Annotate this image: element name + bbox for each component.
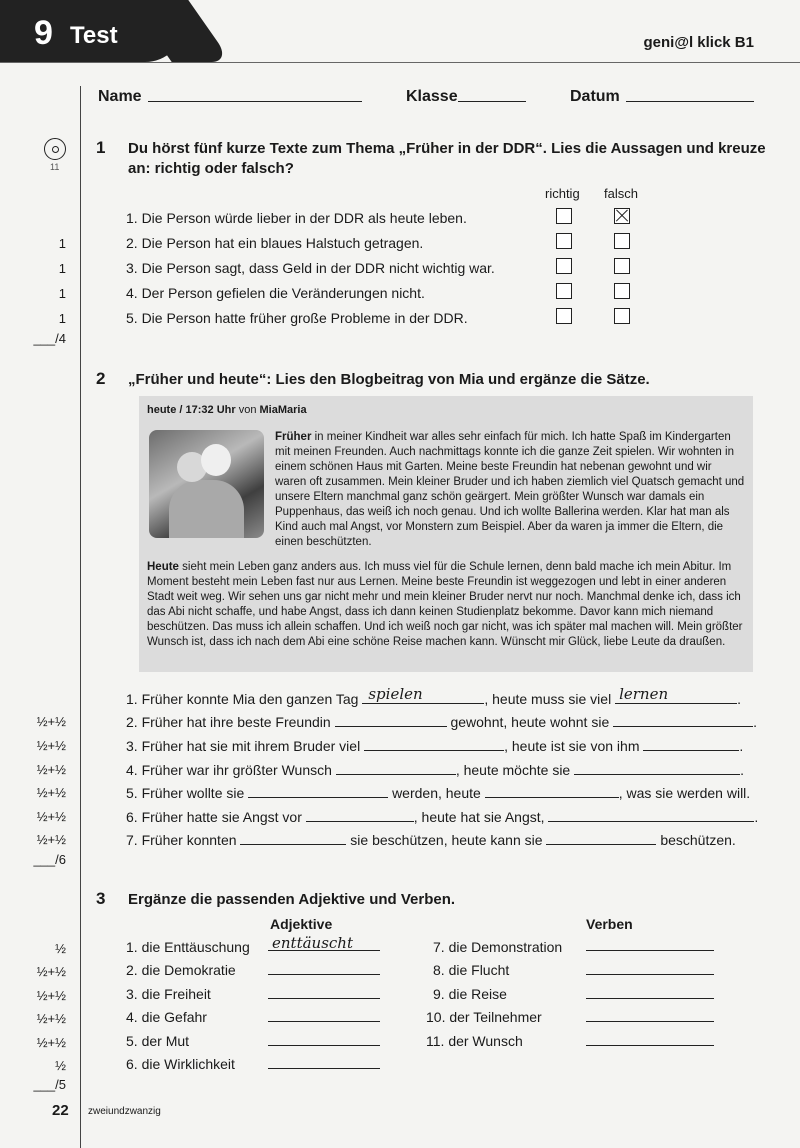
score: 1 bbox=[58, 236, 66, 251]
col-adjectives: Adjektive bbox=[270, 916, 333, 932]
score: ½+½ bbox=[36, 809, 66, 824]
sentence-part: . bbox=[740, 762, 744, 778]
task3-right-item: 7. die Demonstration bbox=[433, 939, 563, 955]
sentence-part: . bbox=[739, 738, 744, 754]
sentence-2 bbox=[126, 712, 757, 730]
answer-field[interactable] bbox=[613, 712, 753, 727]
answer-field[interactable] bbox=[548, 807, 754, 822]
sentence-7 bbox=[126, 830, 736, 848]
sentence-4 bbox=[126, 760, 744, 778]
chapter-number: 9 bbox=[34, 14, 53, 52]
blog-para2-lead: Heute bbox=[147, 561, 179, 573]
adjective-field-5[interactable] bbox=[268, 1045, 380, 1046]
adjective-field-4[interactable] bbox=[268, 1021, 380, 1022]
score: ½+½ bbox=[36, 738, 66, 753]
adjective-field-3[interactable] bbox=[268, 998, 380, 999]
verb-field-9[interactable] bbox=[586, 998, 714, 999]
blog-photo bbox=[149, 430, 264, 538]
sentence-part: . bbox=[753, 714, 758, 730]
task1-item: 5. Die Person hatte früher große Probleme in der DDR. bbox=[126, 310, 468, 326]
checkbox-true-4[interactable] bbox=[556, 283, 572, 299]
header-divider bbox=[0, 62, 800, 63]
answer-field[interactable] bbox=[240, 830, 346, 845]
brand: geni@l klick B1 bbox=[643, 34, 754, 51]
sentence-part: sie beschützen, heute kann sie bbox=[350, 832, 543, 848]
score-total: ___/5 bbox=[33, 1077, 66, 1092]
col-true: richtig bbox=[545, 186, 580, 201]
task1-number: 1 bbox=[96, 138, 106, 157]
checkbox-true-2[interactable] bbox=[556, 233, 572, 249]
col-false: falsch bbox=[604, 186, 638, 201]
task1-item: 4. Der Person gefielen die Veränderungen nicht. bbox=[126, 285, 425, 301]
score: ½+½ bbox=[36, 988, 66, 1003]
task3-left-item: 2. die Demokratie bbox=[126, 962, 236, 978]
sentence-part: , heute ist sie von ihm bbox=[504, 738, 640, 754]
answer-field[interactable] bbox=[485, 783, 619, 798]
task3-left-item: 1. die Enttäuschung bbox=[126, 939, 250, 955]
blog-date: heute / 17:32 Uhr bbox=[147, 404, 236, 416]
checkbox-false-1[interactable] bbox=[614, 208, 630, 224]
checkbox-false-3[interactable] bbox=[614, 258, 630, 274]
answer-field[interactable] bbox=[335, 712, 447, 727]
answer-text: spielen bbox=[368, 685, 423, 703]
score: ½+½ bbox=[36, 785, 66, 800]
sentence-part: beschützen. bbox=[660, 832, 736, 848]
sentence-part: . bbox=[737, 691, 741, 707]
task3-right-item: 9. die Reise bbox=[433, 986, 507, 1002]
score: 1 bbox=[58, 286, 66, 301]
task1-item: 1. Die Person würde lieber in der DDR als heute leben. bbox=[126, 210, 467, 226]
score: ½+½ bbox=[36, 1035, 66, 1050]
answer-field[interactable] bbox=[306, 807, 414, 822]
task3-right-item: 8. die Flucht bbox=[433, 962, 510, 978]
task3-number: 3 bbox=[96, 889, 106, 908]
adjective-answer: enttäuscht bbox=[272, 934, 353, 952]
adjective-field-6[interactable] bbox=[268, 1068, 380, 1069]
sentence-6 bbox=[126, 807, 758, 825]
col-verbs: Verben bbox=[586, 916, 633, 932]
score: ½+½ bbox=[36, 714, 66, 729]
date-label: Datum bbox=[570, 88, 620, 105]
checkbox-false-2[interactable] bbox=[614, 233, 630, 249]
sentence-part: , heute muss sie viel bbox=[484, 691, 612, 707]
sentence-part: , was sie werden will. bbox=[618, 785, 751, 801]
checkbox-false-5[interactable] bbox=[614, 308, 630, 324]
sentence-part: 1. Früher konnte Mia den ganzen Tag bbox=[126, 691, 359, 707]
answer-field[interactable] bbox=[336, 760, 456, 775]
answer-field[interactable] bbox=[364, 736, 504, 751]
answer-field[interactable] bbox=[643, 736, 739, 751]
cd-icon bbox=[44, 138, 66, 160]
answer-field[interactable] bbox=[574, 760, 740, 775]
blog-para1-lead: Früher bbox=[275, 431, 312, 443]
page-number-word: zweiundzwanzig bbox=[88, 1106, 161, 1117]
answer-field[interactable] bbox=[248, 783, 388, 798]
task2-title: „Früher und heute“: Lies den Blogbeitrag von Mia und ergänze die Sätze. bbox=[128, 371, 650, 388]
sentence-part: 7. Früher konnten bbox=[126, 832, 237, 848]
blog-author: MiaMaria bbox=[259, 404, 307, 416]
name-field[interactable] bbox=[148, 87, 362, 102]
verb-field-11[interactable] bbox=[586, 1045, 714, 1046]
checkbox-true-3[interactable] bbox=[556, 258, 572, 274]
task1-item: 2. Die Person hat ein blaues Halstuch getragen. bbox=[126, 235, 424, 251]
sentence-part: , heute hat sie Angst, bbox=[413, 809, 545, 825]
score: ½+½ bbox=[36, 964, 66, 979]
page-number: 22 bbox=[52, 1102, 69, 1119]
score: 1 bbox=[58, 311, 66, 326]
date-field[interactable] bbox=[626, 87, 754, 102]
verb-field-7[interactable] bbox=[586, 950, 714, 951]
answer-text: lernen bbox=[619, 685, 669, 703]
name-label: Name bbox=[98, 88, 142, 105]
answer-field[interactable] bbox=[362, 685, 484, 704]
blog-para1-text: in meiner Kindheit war alles sehr einfach für mich. Ich hatte Spaß im Kindergarten mit meinen Freunden. Auch nachmittags konnte ich die ganze Zeit spielen. Wir wohnten in einem schönen Haus mit Garten. Meine beste Freundin hat nebenan gewohnt und wir waren oft zusammen. Mein kleiner Bruder und ich haben ziemlich viel Quatsch gemacht und unsere Eltern manchmal ganz schön geärgert. Mein größter Wunsch war damals ein Puppenhaus, das weiß ich noch genau. Und ich wollte Ballerina werden. Klar hat man als Kind auch mal Angst, vor Monstern zum Beispiel. Aber da waren ja immer die Eltern, die einen beschützten. bbox=[275, 431, 745, 548]
task3-right-item: 10. der Teilnehmer bbox=[426, 1009, 542, 1025]
margin-line bbox=[80, 86, 81, 1148]
task3-title: Ergänze die passenden Adjektive und Verben. bbox=[128, 891, 456, 908]
task1-item: 3. Die Person sagt, dass Geld in der DDR nicht wichtig war. bbox=[126, 260, 495, 276]
sentence-part: 6. Früher hatte sie Angst vor bbox=[126, 809, 302, 825]
sentence-3 bbox=[126, 736, 743, 754]
sentence-part: . bbox=[754, 809, 759, 825]
blog-para1 bbox=[275, 430, 745, 550]
task1-title: Du hörst fünf kurze Texte zum Thema „Früher in der DDR“. Lies die Aussagen und kreuze an: richtig oder falsch? bbox=[128, 140, 766, 177]
blog-para2-text: sieht mein Leben ganz anders aus. Ich muss viel für die Schule lernen, denn bald mache ich mein Abitur. Im Moment besteht mein Leben fast nur aus Lernen. Meine beste Freundin ist weggezogen und lebt in einer anderen Stadt weit weg. Wir sehen uns gar nicht mehr und mein kleiner Bruder nervt nur noch. Manchmal denke ich, dass ich das Abi nicht schaffe, und habe Angst, dass ich dann keinen Studienplatz bekomme. Davor kann mich niemand beschützen. Das muss ich allein schaffen. Und ich weiß noch gar nicht, was ich später mal machen will. Mein größter Wunsch ist, dass ich nach dem Abi eine schöne Reise machen kann. Wünscht mir Glück, liebe Leute da draußen. bbox=[147, 561, 743, 648]
task3-left-item: 3. die Freiheit bbox=[126, 986, 211, 1002]
score-total: ___/6 bbox=[33, 852, 66, 867]
sentence-1 bbox=[126, 685, 741, 707]
blog-header bbox=[147, 404, 307, 416]
blog-post bbox=[139, 396, 753, 672]
task3-right-item: 11. der Wunsch bbox=[426, 1033, 523, 1049]
checkbox-true-1[interactable] bbox=[556, 208, 572, 224]
sentence-5 bbox=[126, 783, 750, 801]
task2-number: 2 bbox=[96, 369, 106, 388]
verb-field-10[interactable] bbox=[586, 1021, 714, 1022]
sentence-part: 4. Früher war ihr größter Wunsch bbox=[126, 762, 332, 778]
score: ½+½ bbox=[36, 832, 66, 847]
score: ½+½ bbox=[36, 762, 66, 777]
task3-left-item: 5. der Mut bbox=[126, 1033, 190, 1049]
class-field[interactable] bbox=[458, 87, 526, 102]
chapter-title: Test bbox=[70, 22, 118, 49]
task3-left-item: 6. die Wirklichkeit bbox=[126, 1056, 235, 1072]
blog-by: von bbox=[238, 404, 257, 416]
answer-field[interactable] bbox=[615, 685, 737, 704]
adjective-field-2[interactable] bbox=[268, 974, 380, 975]
verb-field-8[interactable] bbox=[586, 974, 714, 975]
task3-left-item: 4. die Gefahr bbox=[126, 1009, 207, 1025]
cd-track: 11 bbox=[50, 162, 60, 172]
sentence-part: werden, heute bbox=[392, 785, 481, 801]
score: ½ bbox=[55, 1058, 66, 1073]
sentence-part: , heute möchte sie bbox=[455, 762, 571, 778]
class-label: Klasse bbox=[406, 88, 458, 105]
sentence-part: gewohnt, heute wohnt sie bbox=[450, 714, 610, 730]
checkbox-false-4[interactable] bbox=[614, 283, 630, 299]
score-total: ___/4 bbox=[33, 331, 66, 346]
score: ½+½ bbox=[36, 1011, 66, 1026]
sentence-part: 5. Früher wollte sie bbox=[126, 785, 245, 801]
sentence-part: 3. Früher hat sie mit ihrem Bruder viel bbox=[126, 738, 361, 754]
checkbox-true-5[interactable] bbox=[556, 308, 572, 324]
score: ½ bbox=[55, 941, 66, 956]
blog-para2 bbox=[147, 560, 747, 650]
sentence-part: 2. Früher hat ihre beste Freundin bbox=[126, 714, 331, 730]
score: 1 bbox=[58, 261, 66, 276]
answer-field[interactable] bbox=[546, 830, 656, 845]
